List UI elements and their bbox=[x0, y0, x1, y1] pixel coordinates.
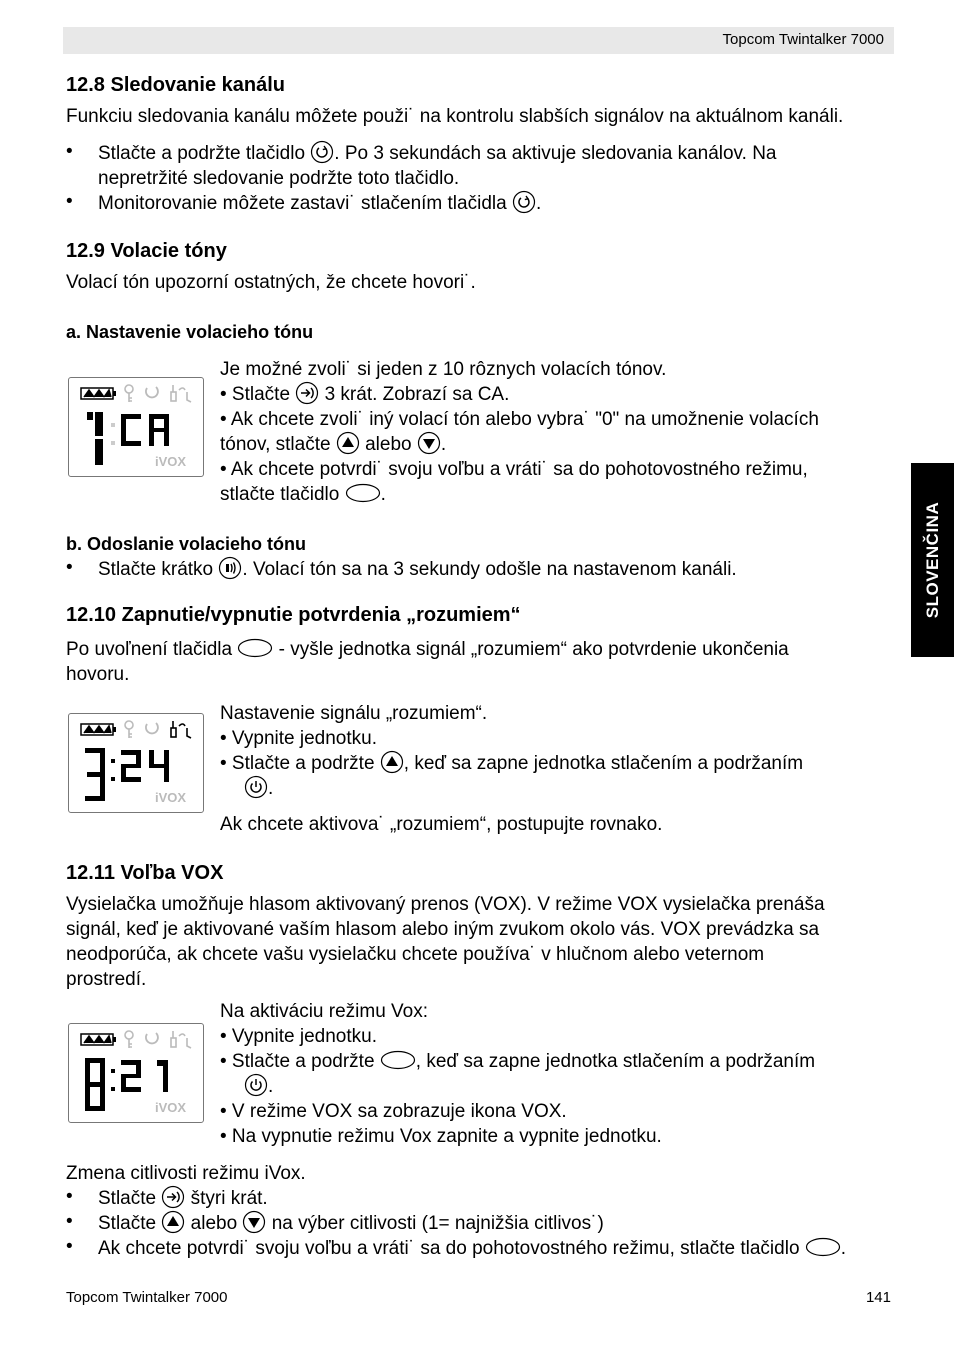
menu-button-icon bbox=[161, 1185, 185, 1209]
ptt-button-icon bbox=[380, 1049, 416, 1071]
paragraph: tónov, stlačte alebo . bbox=[220, 432, 446, 457]
list-item: Stlačte štyri krát. bbox=[98, 1186, 268, 1211]
monitor-icon bbox=[146, 1033, 158, 1043]
section-heading-12-9: 12.9 Volacie tóny bbox=[66, 240, 227, 262]
list-item: Stlačte krátko . Volací tón sa na 3 sekundy odošle na nastavenom kanáli. bbox=[98, 557, 737, 582]
paragraph: Nastavenie signálu „rozumiem“. bbox=[220, 703, 488, 724]
key-lock-icon bbox=[125, 385, 133, 402]
monitor-icon bbox=[146, 723, 158, 733]
paragraph: Na aktiváciu režimu Vox: bbox=[220, 1001, 429, 1022]
ptt-button-icon bbox=[805, 1236, 841, 1258]
lcd-digit-left bbox=[87, 412, 103, 465]
paragraph: • Na vypnutie režimu Vox zapnite a vypnite jednotku. bbox=[220, 1126, 662, 1147]
ptt-button-icon bbox=[237, 637, 273, 659]
paragraph: stlačte tlačidlo . bbox=[220, 482, 386, 507]
battery-icon bbox=[81, 388, 116, 399]
svg-text:iVOX: iVOX bbox=[155, 1100, 187, 1115]
svg-text:iVOX: iVOX bbox=[155, 454, 187, 469]
paragraph: • Stlačte 3 krát. Zobrazí sa CA. bbox=[220, 382, 509, 407]
lcd-display-call-tone bbox=[68, 377, 204, 477]
power-button-icon bbox=[244, 1073, 268, 1097]
list-item: Stlačte alebo na výber citlivosti (1= najnižšia citlivos˙) bbox=[98, 1211, 604, 1236]
call-tone-icon bbox=[171, 1031, 191, 1048]
list-item-continuation: nepretržité sledovanie podržte toto tlačidlo. bbox=[98, 168, 460, 189]
list-item: Monitorovanie môžete zastavi˙ stlačením tlačidla . bbox=[98, 191, 541, 216]
subheading-b: b. Odoslanie volacieho tónu bbox=[66, 534, 307, 554]
call-tone-icon bbox=[171, 385, 191, 402]
list-item: Stlačte a podržte tlačidlo . Po 3 sekundách sa aktivuje sledovania kanálov. Na bbox=[98, 141, 777, 166]
svg-text:iVOX: iVOX bbox=[155, 790, 187, 805]
paragraph: • Stlačte a podržte , keď sa zapne jednotka stlačením a podržaním bbox=[220, 1049, 815, 1074]
lcd-digit-left bbox=[85, 1058, 105, 1111]
section-heading-12-10: 12.10 Zapnutie/vypnutie potvrdenia „rozumiem“ bbox=[66, 604, 521, 626]
lcd-colon bbox=[111, 759, 115, 781]
power-button-icon bbox=[244, 775, 268, 799]
paragraph: Ak chcete aktivova˙ „rozumiem“, postupujte rovnako. bbox=[220, 814, 663, 835]
paragraph: Je možné zvoli˙ si jeden z 10 rôznych volacích tónov. bbox=[220, 359, 667, 380]
paragraph: prostredí. bbox=[66, 969, 147, 990]
subheading-a: a. Nastavenie volacieho tónu bbox=[66, 322, 314, 342]
page-header bbox=[63, 27, 894, 54]
list-item: Ak chcete potvrdi˙ svoju voľbu a vráti˙ sa do pohotovostného režimu, stlačte tlačidlo . bbox=[98, 1236, 846, 1261]
paragraph: • Stlačte a podržte , keď sa zapne jednotka stlačením a podržaním bbox=[220, 751, 803, 776]
battery-icon bbox=[81, 724, 116, 735]
paragraph: • Vypnite jednotku. bbox=[220, 728, 377, 749]
paragraph: . bbox=[244, 776, 273, 801]
bullet: • bbox=[66, 141, 73, 162]
key-lock-icon bbox=[125, 1031, 133, 1048]
up-button-icon bbox=[380, 750, 404, 774]
paragraph: neodporúča, ak chcete vašu vysielačku chcete používa˙ v hlučnom alebo veternom bbox=[66, 944, 765, 965]
bullet: • bbox=[66, 191, 73, 212]
up-button-icon bbox=[336, 431, 360, 455]
bullet: • bbox=[66, 557, 73, 578]
lcd-colon bbox=[111, 1069, 115, 1091]
monitor-icon bbox=[146, 387, 158, 397]
paragraph: Volací tón upozorní ostatných, že chcete hovori˙. bbox=[66, 272, 476, 293]
paragraph: • Ak chcete potvrdi˙ svoju voľbu a vráti˙ sa do pohotovostného režimu, bbox=[220, 459, 808, 480]
lcd-digits-right bbox=[121, 1060, 168, 1092]
lcd-colon bbox=[111, 423, 115, 445]
ptt-button-icon bbox=[345, 482, 381, 504]
lcd-digits-right bbox=[121, 750, 169, 782]
bullet: • bbox=[66, 1186, 73, 1207]
paragraph: • V režime VOX sa zobrazuje ikona VOX. bbox=[220, 1101, 567, 1122]
key-lock-icon bbox=[125, 721, 133, 738]
language-tab bbox=[911, 463, 954, 657]
paragraph: Zmena citlivosti režimu iVox. bbox=[66, 1163, 306, 1184]
section-heading-12-11: 12.11 Voľba VOX bbox=[66, 862, 224, 884]
paragraph: Po uvoľnení tlačidla - vyšle jednotka signál „rozumiem“ ako potvrdenie ukončenia bbox=[66, 637, 789, 662]
bullet: • bbox=[66, 1211, 73, 1232]
paragraph: • Vypnite jednotku. bbox=[220, 1026, 377, 1047]
language-tab-label: SLOVENČINA bbox=[922, 501, 942, 619]
lcd-digit-left bbox=[85, 748, 105, 801]
lcd-display-vox bbox=[68, 1023, 204, 1123]
bullet: • bbox=[66, 1236, 73, 1257]
roger-beep-icon bbox=[171, 721, 191, 738]
call-button-icon bbox=[218, 556, 242, 580]
up-button-icon bbox=[161, 1210, 185, 1234]
battery-icon bbox=[81, 1034, 116, 1045]
lcd-digits-right bbox=[121, 414, 169, 446]
paragraph: • Ak chcete zvoli˙ iný volací tón alebo vybra˙ "0" na umožnenie volacích bbox=[220, 409, 819, 430]
header-title: Topcom Twintalker 7000 bbox=[722, 31, 884, 48]
monitor-button-icon bbox=[512, 190, 536, 214]
page-number: 141 bbox=[865, 1289, 891, 1306]
paragraph: hovoru. bbox=[66, 664, 130, 685]
down-button-icon bbox=[417, 431, 441, 455]
section-heading-12-8: 12.8 Sledovanie kanálu bbox=[66, 74, 285, 96]
footer-title: Topcom Twintalker 7000 bbox=[66, 1289, 228, 1306]
monitor-button-icon bbox=[310, 140, 334, 164]
lcd-display-roger-beep bbox=[68, 713, 204, 813]
paragraph: . bbox=[244, 1074, 273, 1099]
paragraph: Funkciu sledovania kanálu môžete použi˙ na kontrolu slabších signálov na aktuálnom kanáli. bbox=[66, 106, 844, 127]
paragraph: Vysielačka umožňuje hlasom aktivovaný prenos (VOX). V režime VOX vysielačka prenáša bbox=[66, 894, 825, 915]
paragraph: signál, keď je aktivované vaším hlasom alebo iným zvukom okolo vás. VOX prevádzka sa bbox=[66, 919, 820, 940]
down-button-icon bbox=[242, 1210, 266, 1234]
menu-button-icon bbox=[295, 381, 319, 405]
